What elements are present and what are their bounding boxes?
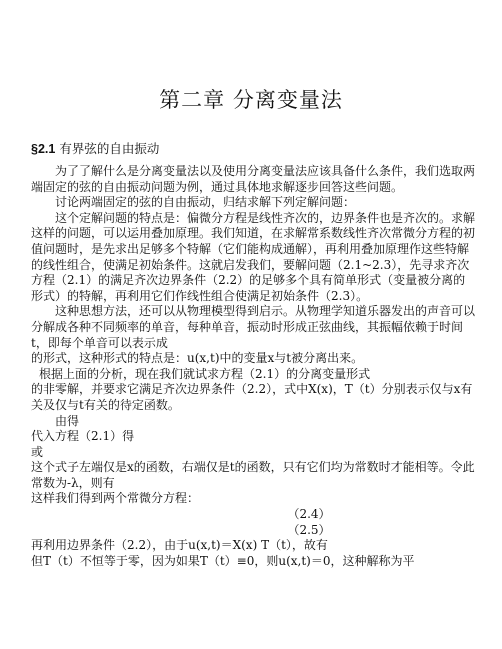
- paragraph: 这种思想方法，还可以从物理模型得到启示。从物理学知道乐器发出的声音可以分解成各种不同频率的单音，每种单音，振动时形成正弦曲线，其振幅依赖于时间t，即每个单音可以表示成: [31, 304, 476, 350]
- paragraph: 这个式子左端仅是x的函数，右端仅是t的函数，只有它们均为常数时才能相等。令此常数为-λ，则有: [31, 460, 475, 490]
- paragraph: 这样我们得到两个常微分方程：: [31, 491, 200, 506]
- paragraph: 为了了解什么是分离变量法以及使用分离变量法应该具备什么条件，我们选取两端固定的弦的自由振动问题为例，通过具体地求解逐步回答这些问题。: [31, 164, 476, 194]
- paragraph: 或: [31, 444, 44, 459]
- paragraph: 再利用边界条件（2.2），由于u(x,t)＝X(x) T（t），故有: [31, 538, 328, 553]
- section-heading: [31, 139, 159, 157]
- section-title: 有界弦的自由振动: [59, 141, 160, 156]
- paragraph: 的非零解，并要求它满足齐次边界条件（2.2），式中X(x)，T（t）分别表示仅与x有关及仅与t有关的待定函数。: [31, 382, 473, 412]
- paragraph: 但T（t）不恒等于零，因为如果T（t）≡0，则u(x,t)＝0，这种解称为平: [31, 553, 415, 568]
- paragraph: 这个定解问题的特点是：偏微分方程是线性齐次的，边界条件也是齐次的。求解这样的问题，可以运用叠加原理。我们知道，在求解常系数线性齐次常微分方程的初值问题时，是先求出足够多个特解（它们能构成通解），再利用叠加原理作这些特解的线性组合，使满足初始条件。这就启发我们，要解问题（2.1~2.3），先寻求齐次方程（2.1）的满足齐次边界条件（2.2）的足够多个具有简单形式（变量被分离的形式）的特解，再利用它们作线性组合使满足初始条件（2.3）。: [31, 210, 476, 303]
- paragraph: 由得: [55, 413, 80, 428]
- equation-number: （2.4）: [287, 507, 331, 522]
- section-number: §2.1: [31, 142, 56, 156]
- document-body: [31, 164, 477, 569]
- chapter-title: 第二章 分离变量法: [159, 88, 343, 112]
- paragraph: 讨论两端固定的弦的自由振动，归结求解下列定解问题：: [55, 195, 356, 210]
- paragraph: 根据上面的分析，现在我们就试求方程（2.1）的分离变量形式: [39, 366, 371, 381]
- paragraph: 代入方程（2.1）得: [31, 429, 135, 444]
- paragraph: 的形式，这种形式的特点是：u(x,t)中的变量x与t被分离出来。: [31, 351, 364, 366]
- equation-number: （2.5）: [287, 522, 331, 537]
